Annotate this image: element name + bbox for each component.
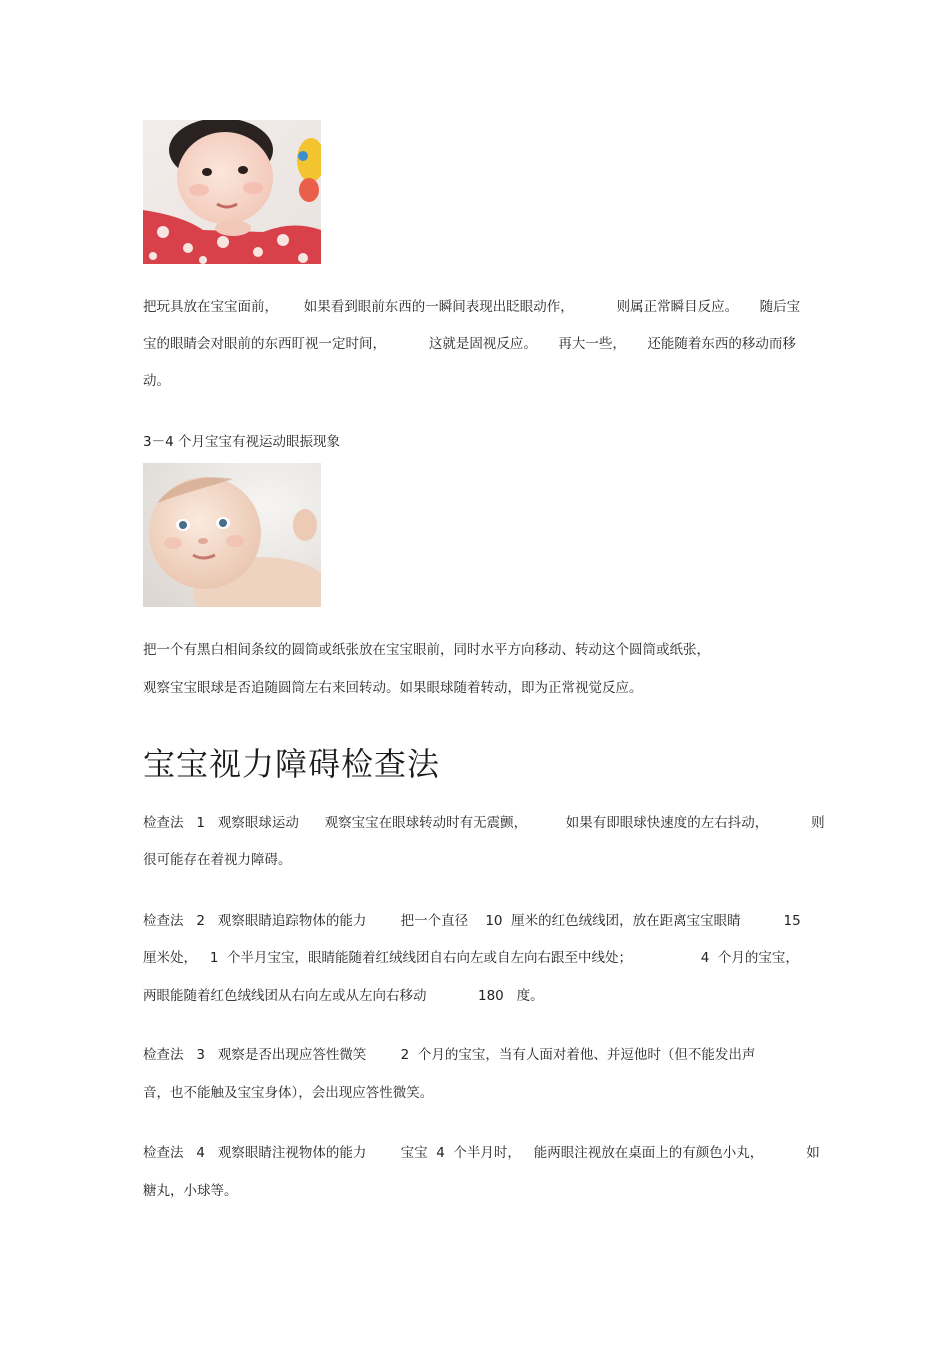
- section-heading: 宝宝视力障碍检查法: [143, 745, 441, 783]
- paragraph-line: 把玩具放在宝宝面前， 如果看到眼前东西的一瞬间表现出眨眼动作， 则属正常瞬目反应。 随后宝: [143, 299, 801, 315]
- paragraph-line: 动。: [143, 373, 170, 389]
- paragraph-line: 把一个有黑白相间条纹的圆筒或纸张放在宝宝眼前，同时水平方向移动、转动这个圆筒或纸张，: [143, 642, 710, 658]
- paragraph-line: 宝的眼睛会对眼前的东西盯视一定时间， 这就是固视反应。 再大一些， 还能随着东西的移动而移: [143, 336, 796, 352]
- paragraph-line: 检查法 3 观察是否出现应答性微笑 2 个月的宝宝，当有人面对着他、并逗他时（但不能发出声: [143, 1047, 756, 1063]
- paragraph-line: 两眼能随着红色绒线团从右向左或从左向右移动 180 度。: [143, 988, 544, 1004]
- paragraph-line: 检查法 2 观察眼睛追踪物体的能力 把一个直径 10 厘米的红色绒线团，放在距离宝宝眼睛 15: [143, 913, 801, 929]
- paragraph-line: 很可能存在着视力障碍。: [143, 852, 292, 868]
- paragraph-line: 音，也不能触及宝宝身体），会出现应答性微笑。: [143, 1085, 434, 1101]
- paragraph-line: 检查法 1 观察眼球运动 观察宝宝在眼球转动时有无震颤， 如果有即眼球快速度的左右抖动， 则: [143, 815, 825, 831]
- paragraph-line: 检查法 4 观察眼睛注视物体的能力 宝宝 4 个半月时， 能两眼注视放在桌面上的有颜色小丸， 如: [143, 1145, 820, 1161]
- image-caption: 3－4 个月宝宝有视运动眼振现象: [143, 434, 340, 450]
- baby-photo-2: [143, 463, 321, 607]
- paragraph-line: 厘米处， 1 个半月宝宝，眼睛能随着红绒线团自右向左或自左向右跟至中线处； 4 个月的宝宝，: [143, 950, 799, 966]
- paragraph-line: 观察宝宝眼球是否追随圆筒左右来回转动。如果眼球随着转动，即为正常视觉反应。: [143, 680, 643, 696]
- paragraph-line: 糖丸，小球等。: [143, 1183, 238, 1199]
- baby-photo-1: [143, 120, 321, 264]
